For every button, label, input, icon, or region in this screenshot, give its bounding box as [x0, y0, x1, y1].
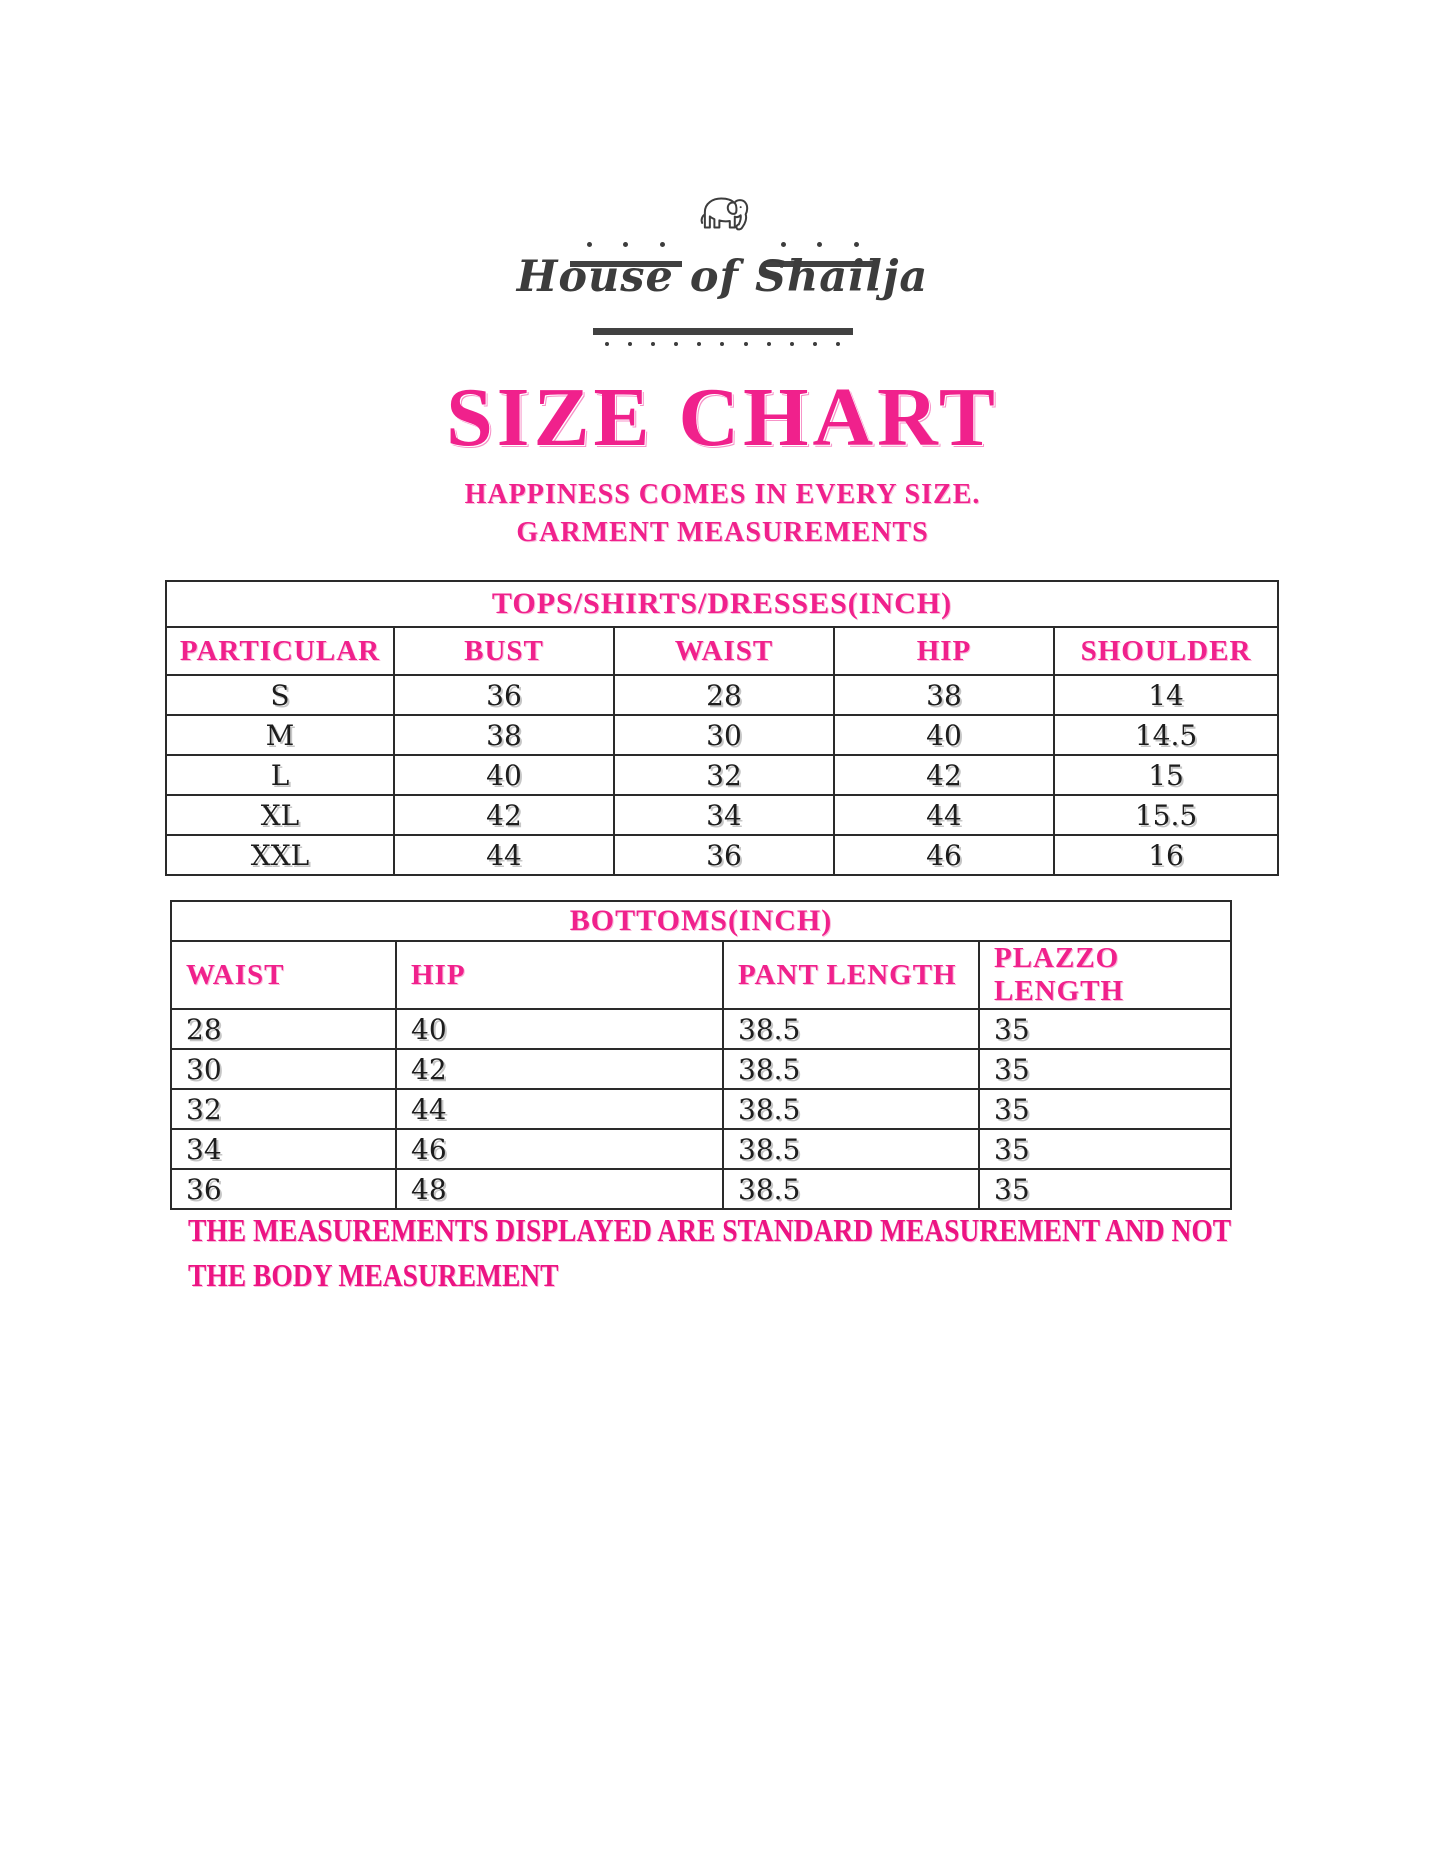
table-cell: 44: [394, 835, 614, 875]
brand-divider: [0, 328, 1445, 346]
column-header: PARTICULAR: [166, 627, 394, 675]
table-cell: 46: [396, 1129, 723, 1169]
table-cell: 42: [394, 795, 614, 835]
elephant-icon: [694, 190, 752, 241]
table-cell: 38.5: [723, 1089, 979, 1129]
dotted-row: [605, 342, 841, 346]
table-cell: 35: [979, 1129, 1231, 1169]
table-row: [171, 1009, 1231, 1049]
table-cell: 40: [834, 715, 1054, 755]
table-title: BOTTOMS(INCH): [171, 901, 1231, 941]
table-cell: 48: [396, 1169, 723, 1209]
footer-disclaimer: THE MEASUREMENTS DISPLAYED ARE STANDARD MEASUREMENT AND NOT THE BODY MEASUREMENT: [188, 1212, 1231, 1294]
table-header-row: [171, 941, 1231, 1009]
table-cell: 34: [614, 795, 834, 835]
table-cell: 36: [171, 1169, 396, 1209]
table-cell: 34: [171, 1129, 396, 1169]
table-cell: S: [166, 675, 394, 715]
table-cell: 28: [614, 675, 834, 715]
column-header: HIP: [396, 941, 723, 1009]
column-header: PLAZZO LENGTH: [979, 941, 1231, 1009]
table-cell: 36: [394, 675, 614, 715]
subtitle-garment: GARMENT MEASUREMENTS: [516, 517, 929, 548]
table-cell: 38.5: [723, 1009, 979, 1049]
table-cell: 44: [834, 795, 1054, 835]
table-row: [166, 675, 1278, 715]
table-cell: 44: [396, 1089, 723, 1129]
table-cell: 38.5: [723, 1129, 979, 1169]
table-row: [166, 835, 1278, 875]
dots-ornament: [587, 242, 665, 247]
table-title-row: [166, 581, 1278, 627]
table-cell: 38: [834, 675, 1054, 715]
table-row: [171, 1169, 1231, 1209]
table-cell: 35: [979, 1049, 1231, 1089]
column-header: WAIST: [614, 627, 834, 675]
table-title: TOPS/SHIRTS/DRESSES(INCH): [166, 581, 1278, 627]
table-cell: 32: [171, 1089, 396, 1129]
column-header: PANT LENGTH: [723, 941, 979, 1009]
table-cell: 30: [614, 715, 834, 755]
table-cell: 40: [396, 1009, 723, 1049]
column-header: WAIST: [171, 941, 396, 1009]
column-header: HIP: [834, 627, 1054, 675]
table-cell: 35: [979, 1089, 1231, 1129]
table-cell: 42: [834, 755, 1054, 795]
table-cell: 46: [834, 835, 1054, 875]
table-row: [166, 795, 1278, 835]
column-header: BUST: [394, 627, 614, 675]
divider-line: [593, 328, 853, 335]
bottoms-size-table: [170, 900, 1232, 1210]
table-cell: 42: [396, 1049, 723, 1089]
table-cell: 14: [1054, 675, 1278, 715]
table-cell: 38: [394, 715, 614, 755]
table-row: [171, 1049, 1231, 1089]
table-cell: 38.5: [723, 1049, 979, 1089]
table-row: [171, 1129, 1231, 1169]
subtitle-happiness: HAPPINESS COMES IN EVERY SIZE.: [464, 479, 981, 510]
table-row: [171, 1089, 1231, 1129]
table-title-row: [171, 901, 1231, 941]
table-header-row: [166, 627, 1278, 675]
table-cell: 36: [614, 835, 834, 875]
table-row: [166, 715, 1278, 755]
table-cell: 28: [171, 1009, 396, 1049]
table-cell: XL: [166, 795, 394, 835]
tops-size-table: [165, 580, 1279, 876]
table-cell: 16: [1054, 835, 1278, 875]
table-cell: 14.5: [1054, 715, 1278, 755]
table-cell: 15.5: [1054, 795, 1278, 835]
table-cell: M: [166, 715, 394, 755]
brand-name: House of Shailja: [516, 252, 929, 302]
dots-ornament: [781, 242, 859, 247]
table-cell: 15: [1054, 755, 1278, 795]
table-cell: 30: [171, 1049, 396, 1089]
column-header: SHOULDER: [1054, 627, 1278, 675]
table-cell: 35: [979, 1169, 1231, 1209]
table-cell: 38.5: [723, 1169, 979, 1209]
table-cell: 32: [614, 755, 834, 795]
table-cell: 40: [394, 755, 614, 795]
table-cell: L: [166, 755, 394, 795]
table-cell: XXL: [166, 835, 394, 875]
page-title: SIZE CHART: [446, 371, 999, 464]
table-row: [166, 755, 1278, 795]
table-cell: 35: [979, 1009, 1231, 1049]
